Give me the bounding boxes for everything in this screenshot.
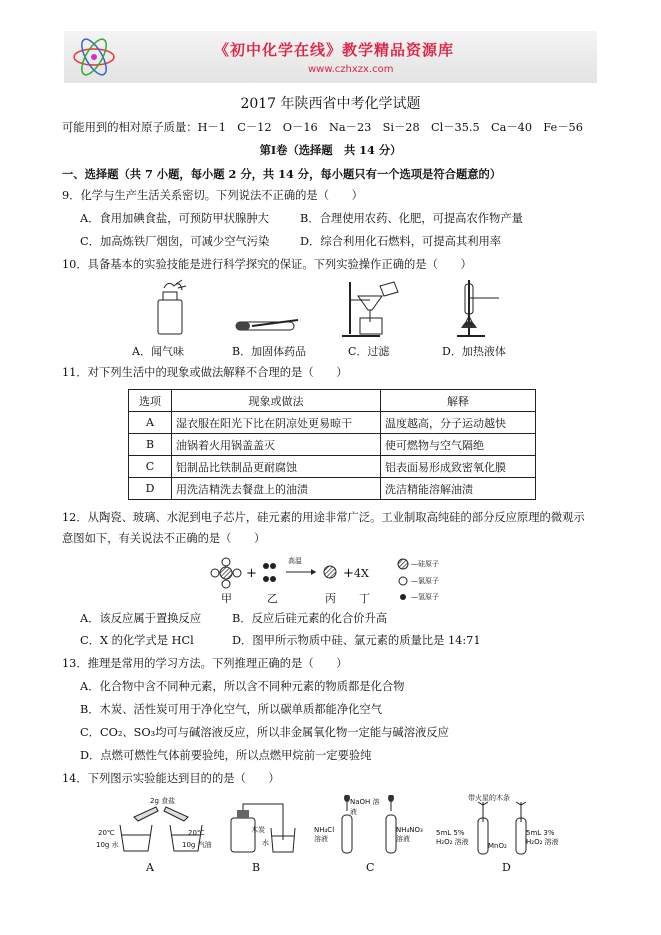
table-cell: 湿衣服在阳光下比在阴凉处更易晾干 bbox=[172, 412, 381, 434]
q14-d-right: 5mL 3% H₂O₂ 溶液 bbox=[526, 829, 559, 846]
q12-product-x: 4X bbox=[354, 567, 369, 580]
q14-d-top: 带火星的木条 bbox=[468, 794, 510, 802]
q12-stem-2: 意图如下，有关说法不正确的是（ ） bbox=[62, 532, 266, 545]
q14-a-temp-right: 20℃ bbox=[188, 829, 205, 837]
table-cell: 用洗洁精洗去餐盘上的油渍 bbox=[172, 478, 381, 500]
q10-fig-heat bbox=[455, 278, 510, 340]
table-cell: A bbox=[129, 412, 172, 434]
q12-legend-h: —氢原子 bbox=[411, 593, 439, 601]
table-cell: B bbox=[129, 434, 172, 456]
atomic-masses: 可能用到的相对原子质量：H－1 C－12 O－16 Na－23 Si－28 Cl－35.5 Ca－40 Fe－56 bbox=[62, 121, 583, 134]
q9-option-b: B．合理使用农药、化肥，可提高农作物产量 bbox=[300, 212, 523, 225]
q12-legend-icons bbox=[396, 557, 410, 605]
q14-c-naoh: NaOH 溶液 bbox=[350, 798, 380, 816]
q12-option-a: A．该反应属于置换反应 bbox=[80, 612, 202, 625]
q14-stem: 14．下列图示实验能达到目的的是（ ） bbox=[62, 772, 280, 785]
q10-option-d: D．加热液体 bbox=[442, 345, 506, 358]
q14-letter-b: B bbox=[252, 861, 261, 874]
table-cell: 使可燃物与空气隔绝 bbox=[381, 434, 536, 456]
table-row bbox=[129, 412, 536, 434]
table-header: 现象或做法 bbox=[172, 390, 381, 412]
table-cell: C bbox=[129, 456, 172, 478]
part-heading: 第Ⅰ卷（选择题 共 14 分） bbox=[259, 143, 402, 157]
q12-label-jia: 甲 bbox=[221, 592, 232, 605]
table-cell: D bbox=[129, 478, 172, 500]
q9-option-a: A．食用加碘食盐，可预防甲状腺肿大 bbox=[80, 212, 269, 225]
q10-option-b: B．加固体药品 bbox=[232, 345, 307, 358]
q14-a-gasoline: 10g 汽油 bbox=[182, 841, 212, 849]
q10-option-c: C．过滤 bbox=[348, 345, 390, 358]
svg-text:+: + bbox=[343, 566, 354, 581]
q10-fig-filter bbox=[340, 278, 405, 340]
table-cell: 温度越高，分子运动越快 bbox=[381, 412, 536, 434]
table-row bbox=[129, 456, 536, 478]
q14-letter-d: D bbox=[502, 861, 511, 874]
q11-table bbox=[128, 389, 536, 500]
q13-option-a: A．化合物中含不同种元素，所以含不同种元素的物质都是化合物 bbox=[80, 680, 405, 693]
q14-d-mno2: MnO₂ bbox=[488, 842, 507, 850]
table-cell: 铝制品比铁制品更耐腐蚀 bbox=[172, 456, 381, 478]
q12-label-ding: 丁 bbox=[359, 592, 370, 605]
q12-option-b: B．反应后硅元素的化合价升高 bbox=[232, 612, 388, 625]
q14-letter-a: A bbox=[146, 861, 154, 874]
table-cell: 洗洁精能溶解油渍 bbox=[381, 478, 536, 500]
q10-fig-solid bbox=[232, 310, 302, 340]
table-header: 选项 bbox=[129, 390, 172, 412]
q12-stem-1: 12．从陶瓷、玻璃、水泥到电子芯片，硅元素的用途非常广泛。工业制取高纯硅的部分反应原理的微观示 bbox=[62, 511, 585, 524]
q12-reaction-diagram bbox=[208, 555, 398, 591]
table-cell: 油锅着火用锅盖盖灭 bbox=[172, 434, 381, 456]
banner-title: 《初中化学在线》教学精品资源库 bbox=[214, 41, 455, 59]
svg-text:+: + bbox=[246, 566, 257, 581]
q10-fig-smell bbox=[150, 278, 195, 338]
q14-a-temp-left: 20℃ bbox=[98, 829, 115, 837]
table-row bbox=[129, 478, 536, 500]
q14-c-right: NH₄NO₃ 溶液 bbox=[396, 826, 423, 843]
q12-legend-si: —硅原子 bbox=[411, 560, 439, 568]
banner-url: www.czhxzx.com bbox=[308, 64, 394, 75]
q12-label-yi: 乙 bbox=[267, 592, 278, 605]
q11-stem: 11．对下列生活中的现象或做法解释不合理的是（ ） bbox=[62, 366, 348, 379]
atom-logo-icon bbox=[70, 34, 118, 80]
q12-legend-cl: —氯原子 bbox=[411, 577, 439, 585]
q14-b-carbon: 木炭 bbox=[251, 826, 265, 834]
q9-stem: 9．化学与生产生活关系密切。下列说法不正确的是（ ） bbox=[62, 189, 363, 202]
q9-option-c: C．加高炼铁厂烟囱，可减少空气污染 bbox=[80, 235, 270, 248]
table-row bbox=[129, 434, 536, 456]
q13-stem: 13．推理是常用的学习方法。下列推理正确的是（ ） bbox=[62, 657, 348, 670]
table-header-row bbox=[129, 390, 536, 412]
q14-b-water: 水 bbox=[262, 839, 269, 847]
page-title: 2017 年陕西省中考化学试题 bbox=[240, 96, 421, 112]
table-header: 解释 bbox=[381, 390, 536, 412]
table-cell: 铝表面易形成致密氧化膜 bbox=[381, 456, 536, 478]
q10-option-a: A．闻气味 bbox=[132, 345, 184, 358]
header-banner bbox=[64, 31, 597, 83]
q14-a-salt: 2g 食盐 bbox=[150, 797, 176, 805]
q14-a-water: 10g 水 bbox=[96, 841, 119, 849]
q14-d-left: 5mL 5% H₂O₂ 溶液 bbox=[436, 829, 469, 846]
q12-condition: 高温 bbox=[288, 557, 302, 565]
q13-option-b: B．木炭、活性炭可用于净化空气，所以碳单质都能净化空气 bbox=[80, 703, 383, 716]
q13-option-d: D．点燃可燃性气体前要验纯，所以点燃甲烷前一定要验纯 bbox=[80, 749, 372, 762]
q12-option-c: C．X 的化学式是 HCl bbox=[80, 634, 194, 647]
q14-letter-c: C bbox=[366, 861, 375, 874]
q9-option-d: D．综合利用化石燃料，可提高其利用率 bbox=[300, 235, 502, 248]
q12-option-d: D．图甲所示物质中硅、氯元素的质量比是 14:71 bbox=[232, 634, 481, 647]
q10-stem: 10．具备基本的实验技能是进行科学探究的保证。下列实验操作正确的是（ ） bbox=[62, 258, 472, 271]
q12-label-bing: 丙 bbox=[325, 592, 336, 605]
q13-option-c: C．CO₂、SO₃均可与碱溶液反应，所以非金属氧化物一定能与碱溶液反应 bbox=[80, 726, 449, 739]
section-heading: 一、选择题（共 7 小题，每小题 2 分，共 14 分，每小题只有一个选项是符合题意的） bbox=[62, 167, 502, 181]
q14-c-left: NH₄Cl 溶液 bbox=[314, 826, 335, 843]
